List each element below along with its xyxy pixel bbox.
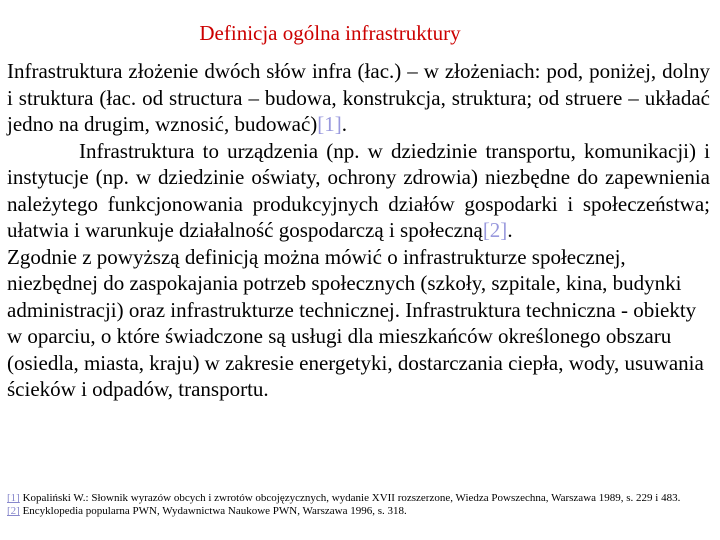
term-infrastruktura: Infrastruktura [7, 59, 123, 83]
footnote-text: Kopaliński W.: Słownik wyrazów obcych i zwrotów obcojęzycznych, wydanie XVII rozszerzone, Wiedza Powszechna, Warszawa 1989, s. 229 i 483. [19, 492, 681, 504]
sentence-end: . [507, 218, 513, 242]
definition-paragraph [7, 58, 710, 138]
footnotes [7, 492, 712, 518]
social-technical-paragraph: Zgodnie z powyższą definicją można mówić o infrastrukturze społecznej, niezbędnej do zaspokajania potrzeb społecznych (szkoły, szpitale, kina, budynki administracji) oraz infrastrukturze technicznej. Infrastruktura techniczna - obiekty w oparciu, o które świadczone są usługi dla mieszkańców określonego obszaru (osiedla, miasta, kraju) w zakresie energetyki, dostarczania ciepła, wody, usuwania ścieków i odpadów, transportu. [7, 244, 704, 401]
definition-text: złożenie dwóch słów [122, 59, 312, 83]
infrastructure-text: Infrastruktura to urządzenia (np. w dziedzinie transportu, komunikacji) i instytucje (np. w dziedzinie oświaty, ochrony zdrowia) niezbędne do zapewnienia należytego funkcjonowania produkcyjnych działów gospodarki i społeczeństwa; ułatwia i warunkuje działalność gospodarczą i społeczną [7, 138, 710, 242]
footnote-marker-2[interactable]: [2] [7, 505, 20, 517]
definition-text: (łac.) – w złożeniach: pod, poniżej, dolny i [7, 59, 710, 110]
definition-text: (łac. od structura – budowa, konstrukcja, struktura; od struere – układać jedno na drugim, wznosić, budować) [7, 85, 710, 136]
page-title: Definicja ogólna infrastruktury [199, 21, 461, 45]
footnote-text: Encyklopedia popularna PWN, Wydawnictwa Naukowe PWN, Warszawa 1996, s. 318. [19, 505, 407, 517]
footnote-reference-2[interactable]: [2] [482, 218, 508, 242]
body-text [7, 58, 710, 403]
footnote-reference-1[interactable]: [1] [317, 112, 342, 136]
footnote-marker-1[interactable]: [1] [7, 492, 20, 504]
sentence-end: . [341, 112, 348, 136]
infrastructure-paragraph [7, 138, 710, 244]
footnote-1 [7, 492, 712, 505]
footnote-2 [7, 505, 712, 518]
term-infra: infra [311, 59, 352, 83]
term-struktura: struktura [18, 85, 94, 110]
